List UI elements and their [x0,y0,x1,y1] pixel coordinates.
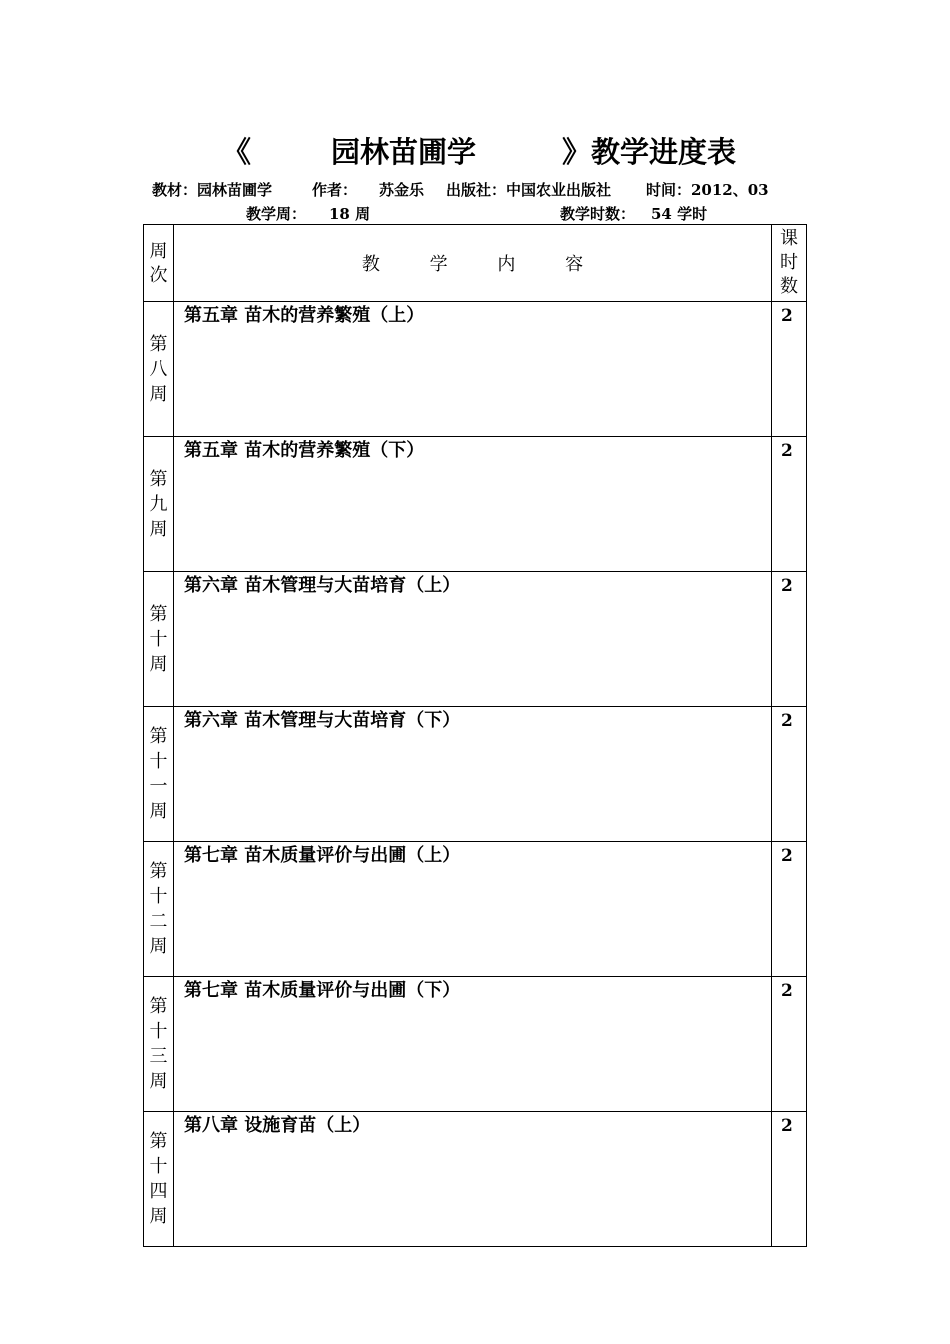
weeks-value: 18 周 [329,205,371,223]
table-row [144,302,807,437]
meta-line-1 [0,179,950,201]
table-row [144,842,807,977]
hours-cell: 2 [772,572,807,707]
time-label: 时间：2012、03 [646,181,769,199]
week-char: 第 [149,861,168,882]
week-char: 第 [149,1131,168,1152]
table-row [144,572,807,707]
week-char: 九 [149,493,168,515]
hours-value: 54 学时 [651,205,708,223]
content-cell: 第六章 苗木管理与大苗培育（下） [174,707,772,842]
meta-line-2 [0,203,950,225]
week-char: 十 [149,886,168,907]
schedule-table [143,224,807,1247]
week-char: 十 [149,628,168,650]
header-content-char: 内 [497,254,516,275]
table-row [144,437,807,572]
week-char: 周 [149,801,168,822]
week-char: 三 [149,1046,168,1067]
hours-cell: 2 [772,707,807,842]
week-char: 第 [149,996,168,1017]
content-cell: 第八章 设施育苗（上） [174,1112,772,1247]
week-cell [144,707,174,842]
title-book-name: 园林苗圃学 [331,135,477,169]
week-char: 四 [149,1181,168,1202]
week-char: 第 [149,603,168,625]
author-name: 苏金乐 [379,181,425,199]
hours-cell: 2 [772,1112,807,1247]
week-cell [144,437,174,572]
table-row [144,707,807,842]
week-char: 周 [149,936,168,957]
header-week-char: 周 [149,241,168,262]
week-cell [144,977,174,1112]
week-char: 八 [149,358,168,380]
textbook-label: 教材：园林苗圃学 [152,181,273,199]
table-row [144,1112,807,1247]
week-char: 第 [149,726,168,747]
content-cell: 第五章 苗木的营养繁殖（下） [174,437,772,572]
hours-cell: 2 [772,977,807,1112]
title-suffix: 》教学进度表 [562,135,737,169]
week-char: 周 [149,1206,168,1227]
week-char: 十 [149,751,168,772]
header-content-char: 学 [429,254,448,275]
header-content-cell [174,225,772,302]
week-cell [144,572,174,707]
header-hours-cell [772,225,807,302]
week-char: 第 [149,333,168,355]
week-char: 一 [149,776,168,797]
hours-cell: 2 [772,437,807,572]
header-hours-char: 时 [780,252,798,273]
hours-label: 教学时数： [560,205,636,223]
hours-cell: 2 [772,842,807,977]
week-char: 十 [149,1156,168,1177]
content-cell: 第六章 苗木管理与大苗培育（上） [174,572,772,707]
week-char: 第 [149,468,168,490]
weeks-label: 教学周： [246,205,307,223]
hours-cell: 2 [772,302,807,437]
header-hours-char: 课 [780,228,798,249]
week-cell [144,302,174,437]
title-open-bracket: 《 [222,135,252,169]
week-char: 十 [149,1021,168,1042]
week-char: 二 [149,911,168,932]
page-title [0,130,950,174]
header-content-char: 教 [361,254,380,275]
author-label: 作者： [312,181,358,199]
header-week-cell [144,225,174,302]
week-char: 周 [149,653,168,675]
week-char: 周 [149,1071,168,1092]
table-header-row [144,225,807,302]
publisher-label: 出版社：中国农业出版社 [446,181,612,199]
week-char: 周 [149,383,168,405]
header-hours-char: 数 [780,276,798,297]
content-cell: 第五章 苗木的营养繁殖（上） [174,302,772,437]
header-week-char: 次 [149,265,168,286]
table-row [144,977,807,1112]
week-cell [144,1112,174,1247]
content-cell: 第七章 苗木质量评价与出圃（上） [174,842,772,977]
header-content-char: 容 [565,254,584,275]
content-cell: 第七章 苗木质量评价与出圃（下） [174,977,772,1112]
week-char: 周 [149,518,168,540]
week-cell [144,842,174,977]
